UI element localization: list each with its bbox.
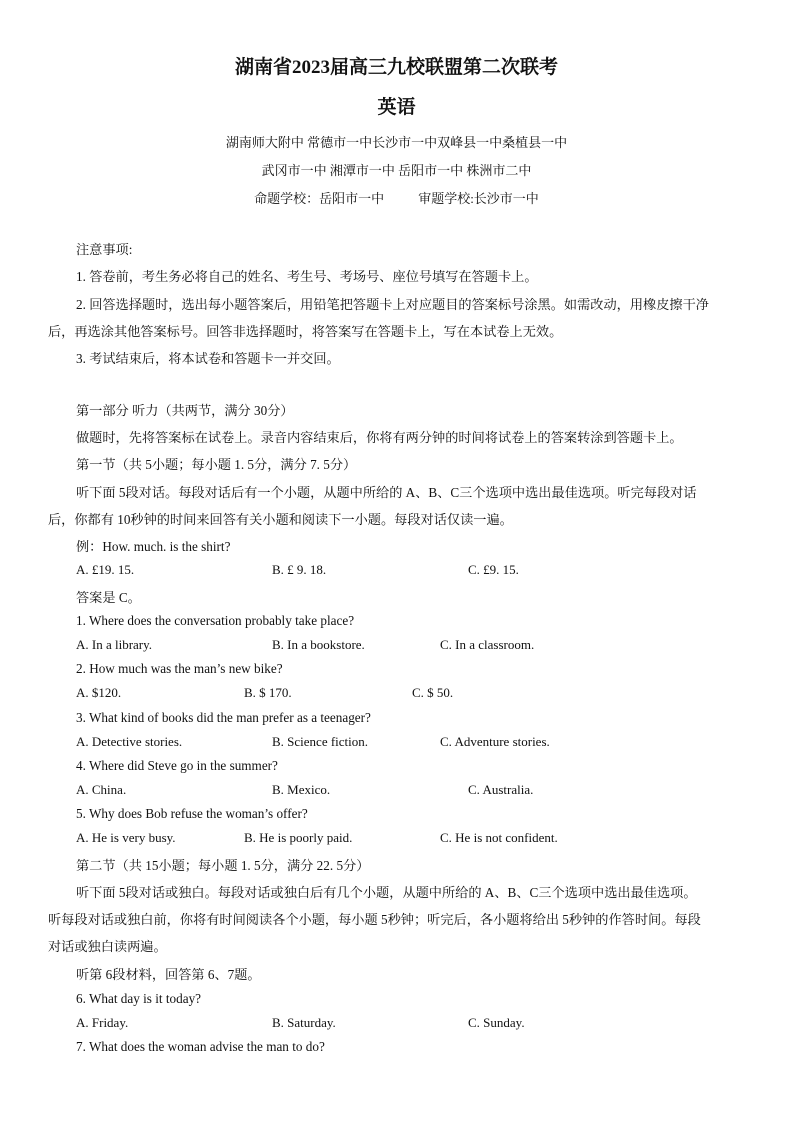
example-option-a: A. £19. 15. [76, 562, 135, 577]
q2-option-b: B. $ 170. [244, 685, 292, 700]
proposer-reviewer-line [0, 188, 793, 207]
part1-instruction: 做题时，先将答案标在试卷上。录音内容结束后，你将有两分钟的时间将试卷上的答案转涂到答题卡上。 [76, 430, 683, 445]
section1-heading: 第一节（共 5小题；每小题 1. 5分，满分 7. 5分） [76, 457, 357, 472]
example-option-c: C. £9. 15. [468, 562, 519, 577]
q1-option-a: A. In a library. [76, 637, 153, 652]
question-5: 5. Why does Bob refuse the woman’s offer? [76, 806, 308, 821]
question-1: 1. Where does the conversation probably take place? [76, 613, 355, 628]
section1-instruction-a: 听下面 5段对话。每段对话后有一个小题，从题中所给的 A、B、C三个选项中选出最佳选项。听完每段对话 [76, 485, 697, 500]
q6-option-c: C. Sunday. [468, 1015, 525, 1030]
section2-heading: 第二节（共 15小题；每小题 1. 5分，满分 22. 5分） [76, 858, 370, 873]
q6-option-a: A. Friday. [76, 1015, 129, 1030]
reviewer-school: 审题学校:长沙市一中 [418, 191, 539, 206]
question-2: 2. How much was the man’s new bike? [76, 661, 283, 676]
notice-heading: 注意事项: [76, 242, 133, 257]
section2-instruction-c: 对话或独白读两遍。 [48, 939, 167, 954]
q6-option-b: B. Saturday. [272, 1015, 336, 1030]
q2-option-a: A. $120. [76, 685, 122, 700]
subject-title: 英语 [377, 97, 416, 118]
material-6-intro: 听第 6段材料，回答第 6、7题。 [76, 967, 261, 982]
example-answer: 答案是 C。 [76, 590, 141, 605]
q5-option-b: B. He is poorly paid. [244, 830, 353, 845]
q5-option-a: A. He is very busy. [76, 830, 176, 845]
schools-line-2: 武冈市一中 湘潭市一中 岳阳市一中 株洲市二中 [261, 163, 532, 178]
section2-instruction-a: 听下面 5段对话或独白。每段对话或独白后有几个小题，从题中所给的 A、B、C三个选项中选出最佳选项。 [76, 885, 697, 900]
notice-item-2b: 后，再选涂其他答案标号。回答非选择题时，将答案写在答题卡上，写在本试卷上无效。 [48, 324, 563, 339]
question-6: 6. What day is it today? [76, 991, 202, 1006]
section2-instruction-b: 听每段对话或独白前，你将有时间阅读各个小题，每小题 5秒钟；听完后，各小题将给出 5秒钟的作答时间。每段 [48, 912, 701, 927]
q3-option-b: B. Science fiction. [272, 734, 369, 749]
example-option-b: B. £ 9. 18. [272, 562, 327, 577]
question-7: 7. What does the woman advise the man to do? [76, 1039, 325, 1054]
part1-heading: 第一部分 听力（共两节，满分 30分） [76, 403, 294, 418]
q2-option-c: C. $ 50. [412, 685, 454, 700]
question-4: 4. Where did Steve go in the summer? [76, 758, 278, 773]
q4-option-b: B. Mexico. [272, 782, 331, 797]
notice-item-2a: 2. 回答选择题时，选出每小题答案后，用铅笔把答题卡上对应题目的答案标号涂黑。如需改动，用橡皮擦干净 [76, 297, 709, 312]
notice-item-3: 3. 考试结束后，将本试卷和答题卡一并交回。 [76, 351, 340, 366]
schools-line-1: 湖南师大附中 常德市一中长沙市一中双峰县一中桑植县一中 [225, 135, 568, 150]
q3-option-c: C. Adventure stories. [440, 734, 550, 749]
section1-instruction-b: 后，你都有 10秒钟的时间来回答有关小题和阅读下一小题。每段对话仅读一遍。 [48, 512, 513, 527]
notice-item-1: 1. 答卷前，考生务必将自己的姓名、考生号、考场号、座位号填写在答题卡上。 [76, 269, 538, 284]
q4-option-c: C. Australia. [468, 782, 534, 797]
exam-title: 湖南省2023届高三九校联盟第二次联考 [234, 57, 558, 78]
q1-option-b: B. In a bookstore. [272, 637, 365, 652]
q5-option-c: C. He is not confident. [440, 830, 558, 845]
proposer-school: 命题学校：岳阳市一中 [254, 191, 385, 206]
q3-option-a: A. Detective stories. [76, 734, 183, 749]
q4-option-a: A. China. [76, 782, 127, 797]
q1-option-c: C. In a classroom. [440, 637, 535, 652]
example-question: 例：How. much. is the shirt? [76, 539, 231, 554]
question-3: 3. What kind of books did the man prefer as a teenager? [76, 710, 371, 725]
